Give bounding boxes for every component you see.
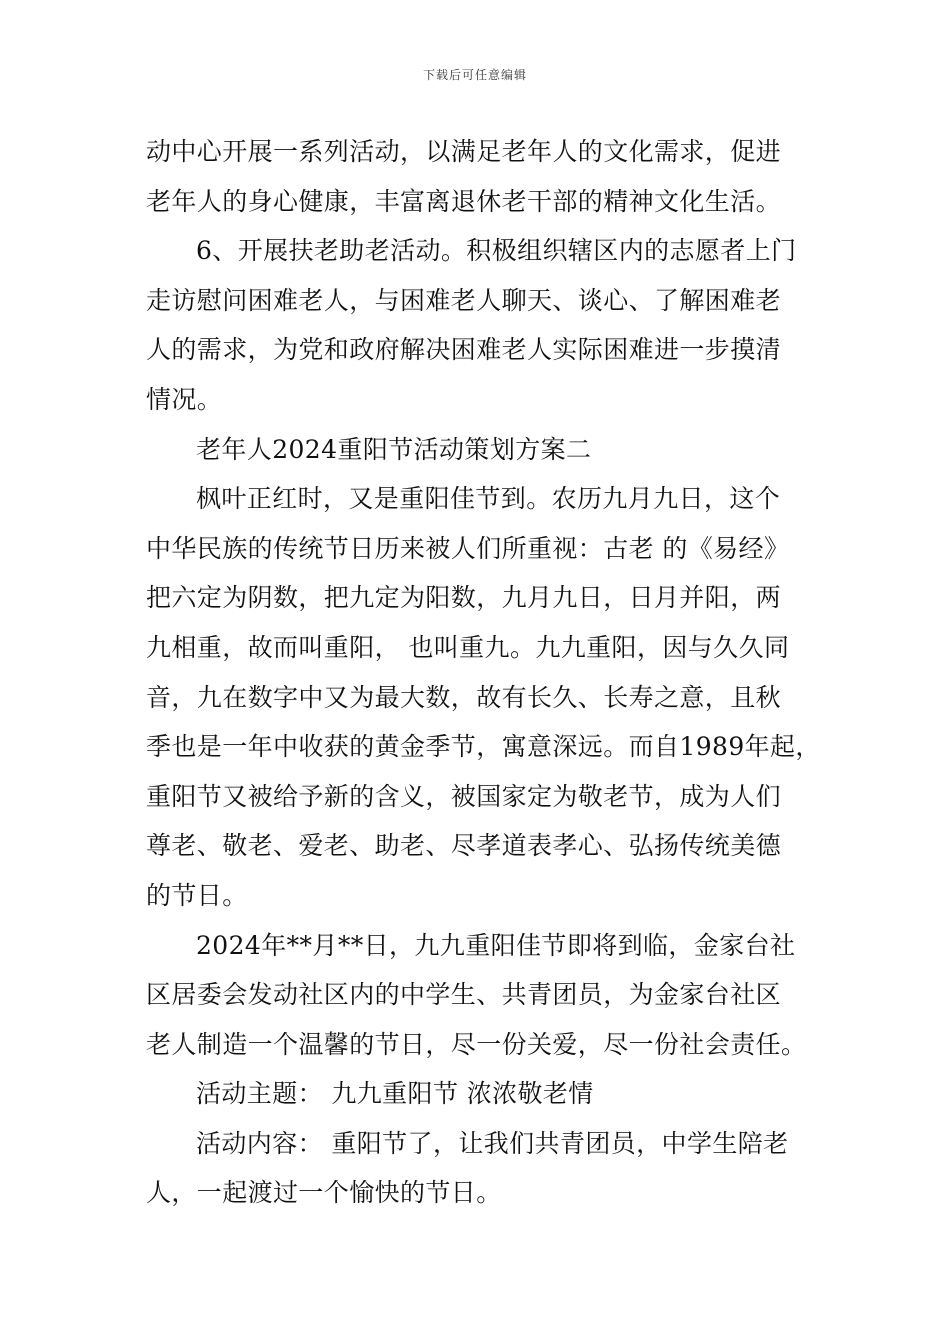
text-line: 人的需求，为党和政府解决困难老人实际困难进一步摸清 (146, 335, 782, 365)
text-line: 区居委会发动社区内的中学生、共青团员，为金家台社区 (146, 980, 782, 1010)
text-line: 走访慰问困难老人，与困难老人聊天、谈心、了解困难老 (146, 285, 782, 315)
text-line: 6、开展扶老助老活动。积极组织辖区内的志愿者上门 (196, 236, 797, 266)
text-line: 音，九在数字中又为最大数，故有长久、长寿之意，且秋 (146, 682, 782, 712)
text-line: 老年人的身心健康，丰富离退休老干部的精神文化生活。 (146, 186, 782, 216)
paragraph (146, 921, 810, 1070)
text-line: 老年人2024重阳节活动策划方案二 (196, 434, 592, 464)
text-line: 的节日。 (146, 880, 248, 910)
text-line: 尊老、敬老、爱老、助老、尽孝道表孝心、弘扬传统美德 (146, 831, 782, 861)
text-line: 重阳节又被给予新的含义，被国家定为敬老节，成为人们 (146, 781, 782, 811)
text-line: 九相重，故而叫重阳， 也叫重九。九九重阳，因与久久同 (146, 632, 790, 662)
paragraph (146, 1119, 810, 1218)
text-line: 人，一起渡过一个愉快的节日。 (146, 1178, 502, 1208)
paragraph (146, 1069, 810, 1119)
text-line: 2024年**月**日，九九重阳佳节即将到临，金家台社 (196, 930, 796, 960)
paragraph (146, 127, 810, 226)
text-line: 把六定为阴数，把九定为阳数，九月九日，日月并阳，两 (146, 583, 782, 613)
section-title (146, 425, 810, 475)
paragraph (146, 474, 821, 920)
text-line: 中华民族的传统节日历来被人们所重视：古老 的《易经》 (146, 533, 790, 563)
text-line: 动中心开展一系列活动，以满足老年人的文化需求，促进 (146, 137, 782, 166)
text-line: 老人制造一个温馨的节日，尽一份关爱，尽一份社会责任。 (146, 1029, 807, 1059)
text-line: 季也是一年中收获的黄金季节，寓意深远。而自1989年起， (146, 732, 821, 762)
document-body (146, 127, 821, 1218)
page-header: 下载后可任意编辑 (422, 68, 527, 82)
text-line: 活动内容： 重阳节了，让我们共青团员，中学生陪老 (196, 1128, 789, 1158)
text-line: 情况。 (146, 384, 223, 414)
text-line: 枫叶正红时，又是重阳佳节到。农历九月九日，这个 (196, 484, 781, 514)
text-line: 活动主题： 九九重阳节 浓浓敬老情 (196, 1079, 594, 1109)
paragraph (146, 226, 810, 424)
